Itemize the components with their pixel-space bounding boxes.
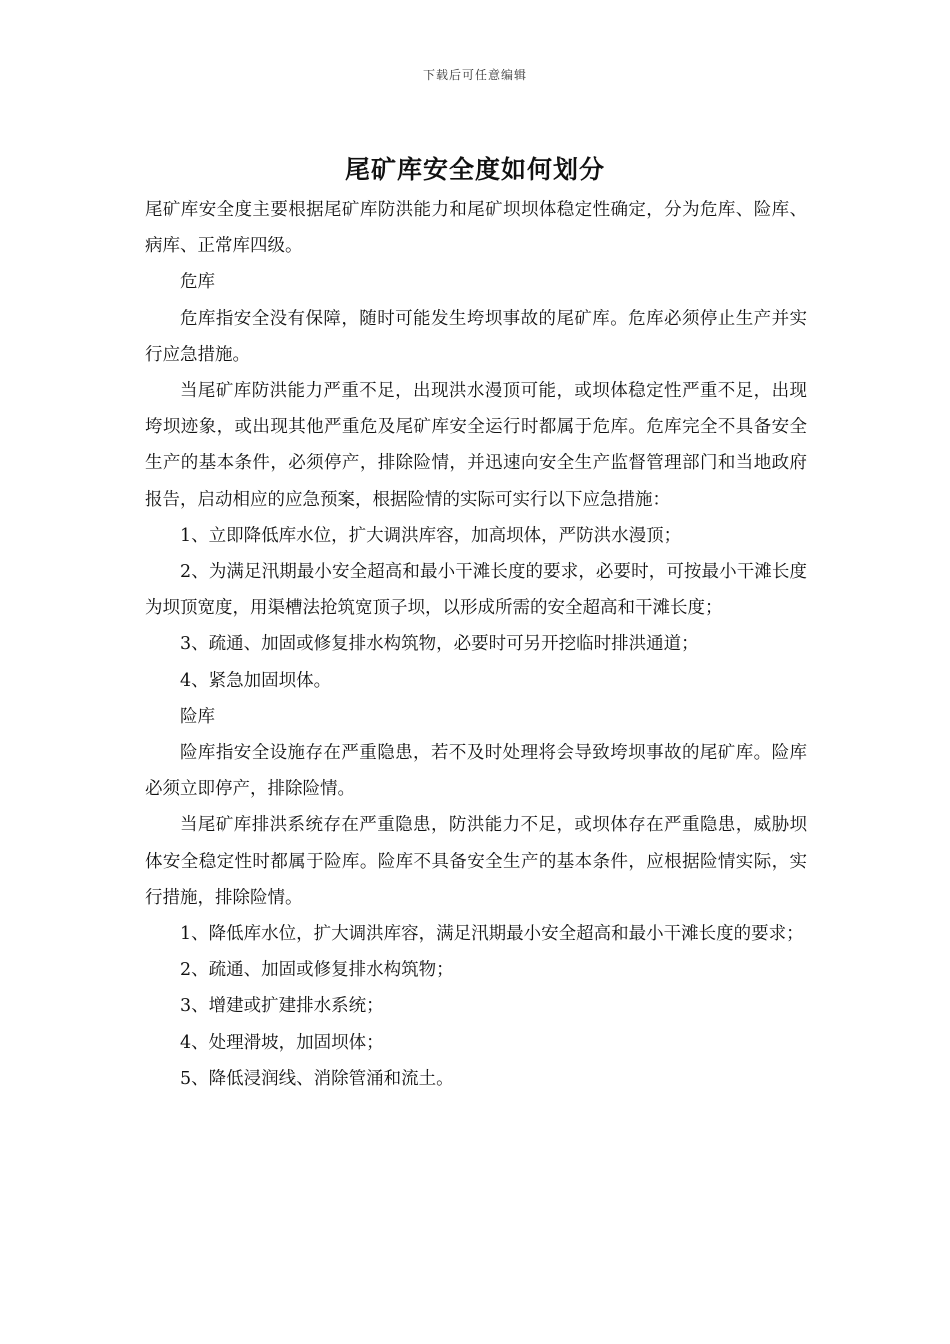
document-body (145, 192, 807, 1097)
danger-measure-item: 3、疏通、加固或修复排水构筑物，必要时可另开挖临时排洪通道； (180, 634, 699, 655)
danger-conditions-paragraph: 当尾矿库防洪能力严重不足，出现洪水漫顶可能，或坝体稳定性严重不足，出现垮坝迹象，或出现其他严重危及尾矿库安全运行时都属于危库。危库完全不具备安全生产的基本条件，必须停产，排除险情，并迅速向安全生产监督管理部门和当地政府报告，启动相应的应急预案，根据险情的实际可实行以下应急措施： (145, 381, 807, 510)
intro-paragraph: 尾矿库安全度主要根据尾矿库防洪能力和尾矿坝坝体稳定性确定，分为危库、险库、病库、正常库四级。 (145, 200, 807, 257)
danger-measure-item: 4、紧急加固坝体。 (180, 670, 332, 691)
danger-measure-item: 1、立即降低库水位，扩大调洪库容，加高坝体，严防洪水漫顶； (180, 525, 682, 546)
risk-measure-item: 5、降低浸润线、消除管涌和流土。 (180, 1068, 454, 1089)
risk-measure-item: 3、增建或扩建排水系统； (180, 996, 384, 1017)
section-heading-risk: 险库 (180, 706, 215, 727)
risk-measure-item: 2、疏通、加固或修复排水构筑物； (180, 960, 454, 981)
section-heading-danger: 危库 (180, 272, 215, 293)
danger-measure-item: 2、为满足汛期最小安全超高和最小干滩长度的要求，必要时，可按最小干滩长度为坝顶宽度，用渠槽法抢筑宽顶子坝，以形成所需的安全超高和干滩长度； (145, 562, 807, 619)
risk-measure-item: 4、处理滑坡，加固坝体； (180, 1032, 384, 1053)
risk-definition-paragraph: 险库指安全设施存在严重隐患，若不及时处理将会导致垮坝事故的尾矿库。险库必须立即停产，排除险情。 (145, 743, 807, 800)
risk-conditions-paragraph: 当尾矿库排洪系统存在严重隐患，防洪能力不足，或坝体存在严重隐患，威胁坝体安全稳定性时都属于险库。险库不具备安全生产的基本条件，应根据险情实际，实行措施，排除险情。 (145, 815, 807, 908)
danger-definition-paragraph: 危库指安全没有保障，随时可能发生垮坝事故的尾矿库。危库必须停止生产并实行应急措施。 (145, 308, 807, 365)
risk-measure-item: 1、降低库水位，扩大调洪库容，满足汛期最小安全超高和最小干滩长度的要求； (180, 924, 804, 945)
document-title: 尾矿库安全度如何划分 (344, 155, 605, 184)
page-header: 下载后可任意编辑 (422, 68, 527, 82)
